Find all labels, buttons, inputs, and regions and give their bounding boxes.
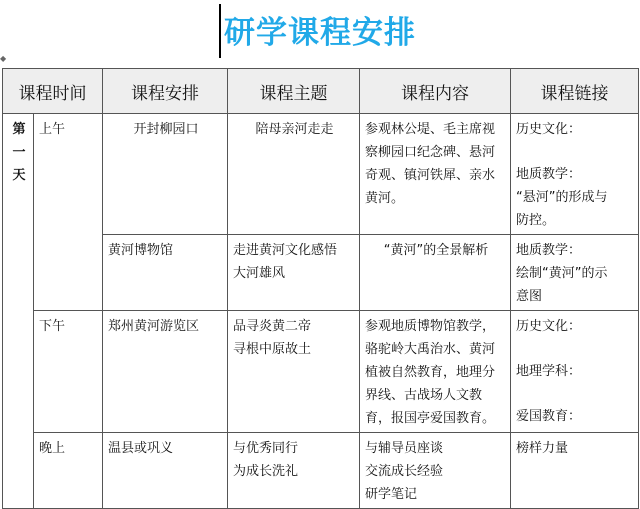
theme-cell xyxy=(228,114,360,235)
time-cell: 晚上 xyxy=(34,433,103,509)
time-cell: 上午 xyxy=(34,114,103,311)
content-line: 界线、古战场人文教 xyxy=(365,388,483,403)
link-cell xyxy=(511,311,639,433)
arrangement-cell: 温县或巩义 xyxy=(103,433,228,509)
content-cell xyxy=(360,114,511,235)
schedule-table xyxy=(2,68,639,509)
link-cell xyxy=(511,433,639,509)
day-label xyxy=(3,114,34,509)
link-line: 爱国教育： xyxy=(516,409,582,424)
theme-cell xyxy=(228,311,360,433)
header-content: 课程内容 xyxy=(360,69,511,114)
link-line: 绘制“黄河”的示 xyxy=(516,266,608,281)
link-line: 地质教学： xyxy=(516,167,582,182)
link-line: 历史文化： xyxy=(516,319,582,334)
header-link: 课程链接 xyxy=(511,69,639,114)
header-theme: 课程主题 xyxy=(228,69,360,114)
theme-line: 大河雄风 xyxy=(233,266,286,281)
link-line: 意图 xyxy=(516,289,543,304)
theme-line: 走进黄河文化感悟 xyxy=(233,243,338,258)
theme-line: 为成长洗礼 xyxy=(233,464,299,479)
content-cell xyxy=(360,235,511,311)
arrangement-cell: 黄河博物馆 xyxy=(103,235,228,311)
link-cell xyxy=(511,235,639,311)
theme-cell xyxy=(228,235,360,311)
theme-line: 陪母亲河走走 xyxy=(255,122,334,137)
content-line: 察柳园口纪念碑、悬河 xyxy=(365,145,496,160)
link-line: 地理学科： xyxy=(516,364,582,379)
header-arrangement: 课程安排 xyxy=(103,69,228,114)
page-title: 研学课程安排 xyxy=(224,15,416,51)
content-line: 交流成长经验 xyxy=(365,464,444,479)
table-move-handle[interactable]: ◆ xyxy=(0,54,7,63)
theme-line: 与优秀同行 xyxy=(233,441,299,456)
theme-line: 品寻炎黄二帝 xyxy=(233,319,312,334)
text-cursor xyxy=(219,4,221,58)
link-line: 榜样力量 xyxy=(516,441,569,456)
content-line: 奇观、镇河铁犀、亲水 xyxy=(365,168,496,183)
content-cell xyxy=(360,433,511,509)
time-cell: 下午 xyxy=(34,311,103,433)
header-time: 课程时间 xyxy=(3,69,103,114)
theme-line: 寻根中原故土 xyxy=(233,342,312,357)
content-line: 参观林公堤、毛主席视 xyxy=(365,122,496,137)
day-char: 天 xyxy=(12,168,26,183)
link-line: 防控。 xyxy=(516,213,556,228)
content-line: 骆驼岭大禹治水、黄河 xyxy=(365,342,496,357)
table-header-row xyxy=(3,69,639,114)
link-line: 地质教学： xyxy=(516,243,582,258)
content-line: “黄河”的全景解析 xyxy=(383,243,489,258)
arrangement-cell: 郑州黄河游览区 xyxy=(103,311,228,433)
table-row xyxy=(3,433,639,509)
link-line-blank xyxy=(516,338,635,360)
content-line: 与辅导员座谈 xyxy=(365,441,444,456)
link-line: “悬河”的形成与 xyxy=(516,190,608,205)
link-cell xyxy=(511,114,639,235)
content-line: 黄河。 xyxy=(365,191,405,206)
link-line-blank xyxy=(516,383,635,405)
table-row xyxy=(3,114,639,235)
theme-cell xyxy=(228,433,360,509)
day-char: 一 xyxy=(12,145,26,160)
link-line-blank xyxy=(516,141,635,163)
arrangement-cell: 开封柳园口 xyxy=(103,114,228,235)
content-cell xyxy=(360,311,511,433)
day-char: 第 xyxy=(12,122,26,137)
content-line: 育，报国亭爱国教育。 xyxy=(365,411,496,426)
content-line: 参观地质博物馆教学， xyxy=(365,319,496,334)
link-line: 历史文化： xyxy=(516,122,582,137)
content-line: 植被自然教育，地理分 xyxy=(365,365,496,380)
content-line: 研学笔记 xyxy=(365,487,418,502)
table-row xyxy=(3,311,639,433)
